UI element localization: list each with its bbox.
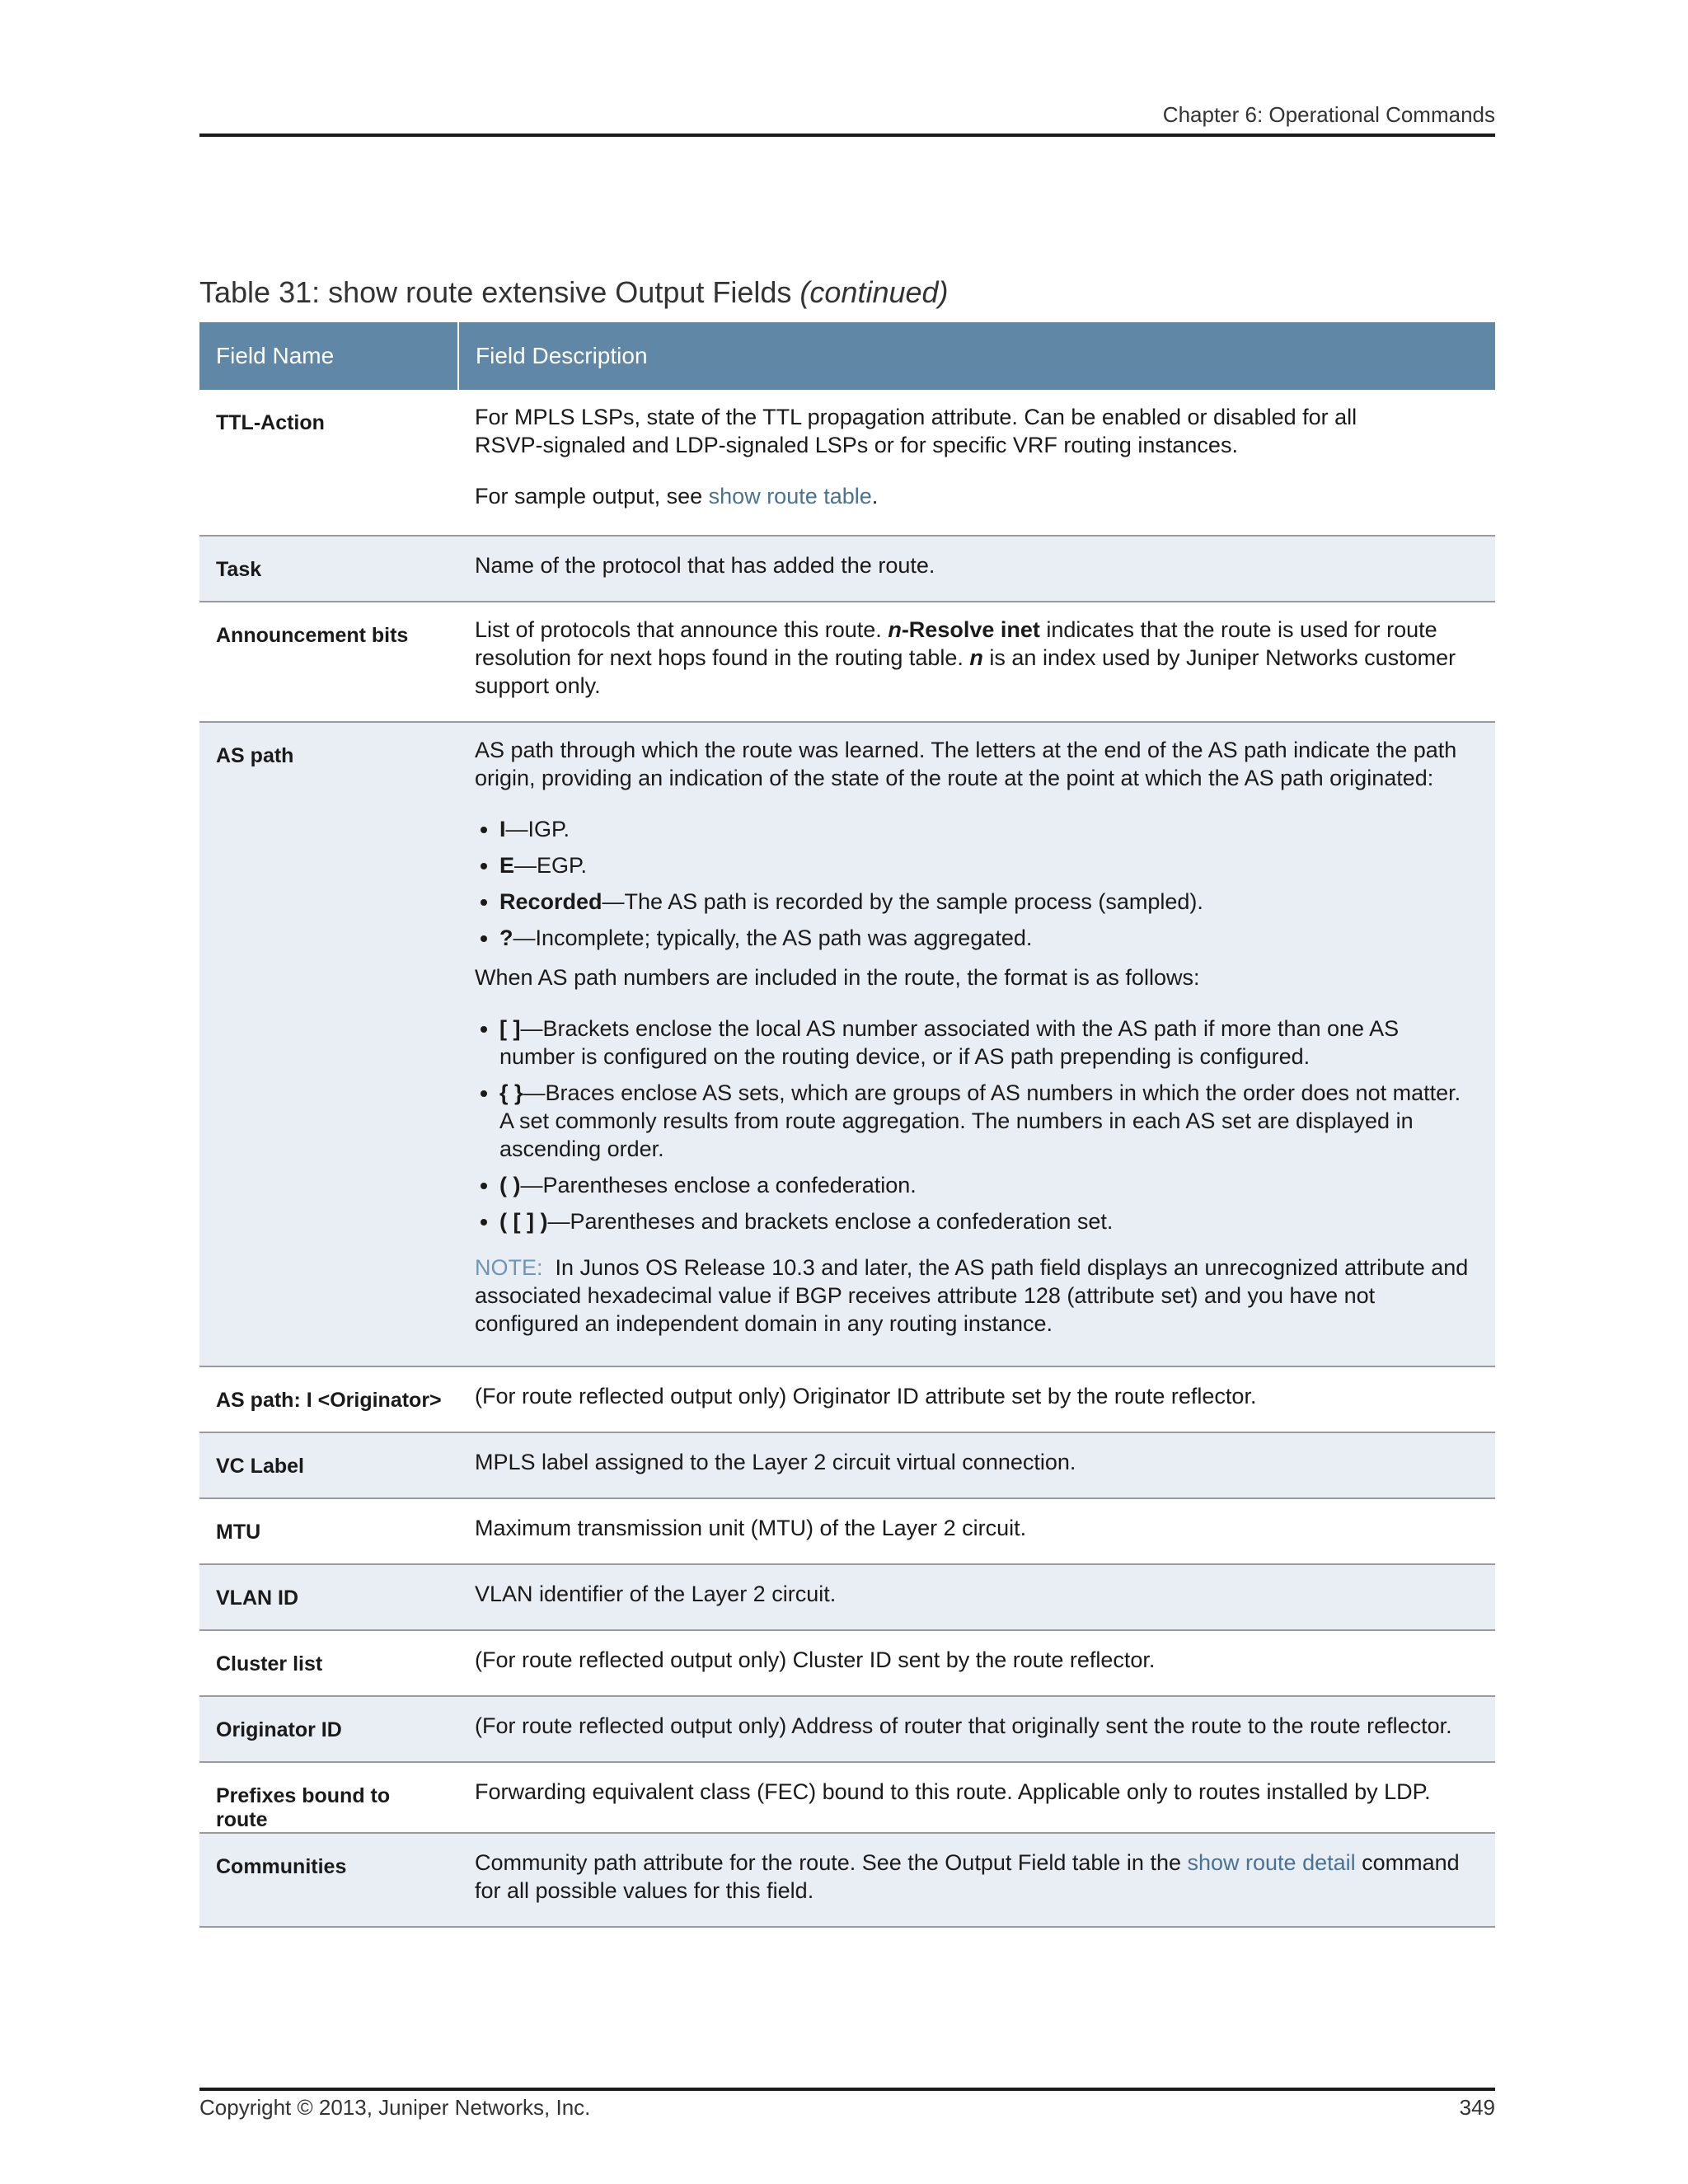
- desc-line: for all possible values for this field.: [475, 1878, 814, 1903]
- field-description: Name of the protocol that has added the route.: [458, 536, 1495, 602]
- desc-line: support only.: [475, 673, 601, 698]
- desc-text: command: [1355, 1850, 1460, 1875]
- field-name: Announcement bits: [199, 602, 458, 722]
- n-variable: n: [888, 617, 902, 642]
- format-text: —Braces enclose AS sets, which are groups of AS numbers in which the order does not matter. A set commonly results from route aggregation. The numbers in each AS set are displayed in ascending order.: [499, 1080, 1461, 1161]
- list-item: [499, 815, 1479, 843]
- desc-text: resolution for next hops found in the routing table.: [475, 645, 970, 670]
- field-description: (For route reflected output only) Originator ID attribute set by the route reflector.: [458, 1366, 1495, 1432]
- table-row: [199, 1696, 1495, 1762]
- format-text: —Parentheses enclose a confederation.: [520, 1173, 917, 1197]
- column-header-field-name: Field Name: [199, 322, 458, 390]
- field-description: [458, 722, 1495, 1366]
- format-list: [475, 1015, 1479, 1235]
- origin-key: E: [499, 853, 515, 878]
- note-text: In Junos OS Release 10.3 and later, the AS path field displays an unrecognized attribute and associated hexadecimal value if BGP receives attribute 128 (attribute set) and you have not configured an independent domain in any routing instance.: [475, 1255, 1469, 1336]
- origin-text: —IGP.: [505, 817, 570, 841]
- table-title-suffix: (continued): [799, 275, 949, 309]
- table-row: [199, 536, 1495, 602]
- format-intro: When AS path numbers are included in the route, the format is as follows:: [475, 965, 1200, 990]
- format-text: —Parentheses and brackets enclose a confederation set.: [547, 1209, 1114, 1234]
- format-key: { }: [499, 1080, 523, 1105]
- table-header-row: [199, 322, 1495, 390]
- field-name: Prefixes bound to route: [199, 1762, 458, 1833]
- list-item: [499, 888, 1479, 916]
- footer-rule: [199, 2088, 1495, 2091]
- origin-key: ?: [499, 926, 513, 950]
- desc-line: [475, 1849, 1479, 1877]
- sample-output-text: For sample output, see: [475, 484, 709, 509]
- desc-line: AS path through which the route was learned. The letters at the end of the AS path indicate the path: [475, 738, 1457, 762]
- desc-line: [475, 616, 1479, 644]
- list-item: [499, 1079, 1479, 1163]
- format-text: —Brackets enclose the local AS number associated with the AS path if more than one AS number is configured on the routing device, or if AS path prepending is configured.: [499, 1016, 1400, 1069]
- table-row: [199, 1432, 1495, 1498]
- list-item: [499, 1015, 1479, 1071]
- note: [475, 1254, 1479, 1338]
- origin-key: Recorded: [499, 889, 603, 914]
- table-row: [199, 1630, 1495, 1696]
- show-route-table-link[interactable]: show route table: [708, 484, 872, 509]
- format-key: ( ): [499, 1173, 521, 1197]
- field-description: [458, 1833, 1495, 1927]
- origin-text: —Incomplete; typically, the AS path was aggregated.: [513, 926, 1033, 950]
- note-label: NOTE:: [475, 1255, 543, 1280]
- field-name: Cluster list: [199, 1630, 458, 1696]
- desc-line: For MPLS LSPs, state of the TTL propagation attribute. Can be enabled or disabled for all: [475, 405, 1357, 429]
- field-name: AS path: [199, 722, 458, 1366]
- column-header-field-description: Field Description: [458, 322, 1495, 390]
- table-row: [199, 1564, 1495, 1630]
- field-description: Maximum transmission unit (MTU) of the Layer 2 circuit.: [458, 1498, 1495, 1564]
- header-rule: [199, 134, 1495, 137]
- desc-line: [475, 644, 1479, 672]
- n-variable: n: [969, 645, 983, 670]
- page-number: 349: [1459, 2095, 1495, 2120]
- format-key: [ ]: [499, 1016, 521, 1041]
- field-name: Task: [199, 536, 458, 602]
- table-row: [199, 1762, 1495, 1833]
- field-name: AS path: I <Originator>: [199, 1366, 458, 1432]
- field-description: MPLS label assigned to the Layer 2 circuit virtual connection.: [458, 1432, 1495, 1498]
- table-title: [199, 275, 949, 310]
- desc-text: Community path attribute for the route. See the Output Field table in the: [475, 1850, 1188, 1875]
- sample-output-suffix: .: [871, 484, 879, 509]
- format-key: ( [ ] ): [499, 1209, 548, 1234]
- field-description: (For route reflected output only) Address of router that originally sent the route to the route reflector.: [458, 1696, 1495, 1762]
- resolve-inet-keyword: -Resolve inet: [901, 617, 1040, 642]
- list-item: [499, 851, 1479, 879]
- list-item: [499, 1171, 1479, 1199]
- table-row: [199, 722, 1495, 1366]
- table-row: [199, 1833, 1495, 1927]
- desc-text: List of protocols that announce this route.: [475, 617, 889, 642]
- table-row: [199, 602, 1495, 722]
- desc-text: is an index used by Juniper Networks customer: [982, 645, 1456, 670]
- field-name: Originator ID: [199, 1696, 458, 1762]
- desc-line: origin, providing an indication of the state of the route at the point at which the AS path originated:: [475, 766, 1434, 790]
- table-title-text: Table 31: show route extensive Output Fields: [199, 275, 792, 309]
- field-name: VLAN ID: [199, 1564, 458, 1630]
- origin-list: [475, 815, 1479, 952]
- show-route-detail-link[interactable]: show route detail: [1187, 1850, 1356, 1875]
- copyright: Copyright © 2013, Juniper Networks, Inc.: [199, 2095, 591, 2120]
- field-description: [458, 602, 1495, 722]
- desc-line: RSVP-signaled and LDP-signaled LSPs or for specific VRF routing instances.: [475, 433, 1238, 457]
- origin-key: I: [499, 817, 506, 841]
- field-name: MTU: [199, 1498, 458, 1564]
- output-fields-table: [199, 322, 1495, 1928]
- field-description: Forwarding equivalent class (FEC) bound to this route. Applicable only to routes installed by LDP.: [458, 1762, 1495, 1833]
- field-name: TTL-Action: [199, 390, 458, 536]
- table-row: [199, 1498, 1495, 1564]
- list-item: [499, 1207, 1479, 1235]
- field-description: [458, 390, 1495, 536]
- sample-output-line: [475, 482, 1479, 510]
- table-row: [199, 390, 1495, 536]
- field-name: VC Label: [199, 1432, 458, 1498]
- list-item: [499, 924, 1479, 952]
- field-description: VLAN identifier of the Layer 2 circuit.: [458, 1564, 1495, 1630]
- origin-text: —The AS path is recorded by the sample process (sampled).: [602, 889, 1203, 914]
- desc-text: indicates that the route is used for route: [1039, 617, 1437, 642]
- chapter-header: Chapter 6: Operational Commands: [1162, 102, 1495, 127]
- field-name: Communities: [199, 1833, 458, 1927]
- field-description: (For route reflected output only) Cluster ID sent by the route reflector.: [458, 1630, 1495, 1696]
- table-row: [199, 1366, 1495, 1432]
- origin-text: —EGP.: [514, 853, 588, 878]
